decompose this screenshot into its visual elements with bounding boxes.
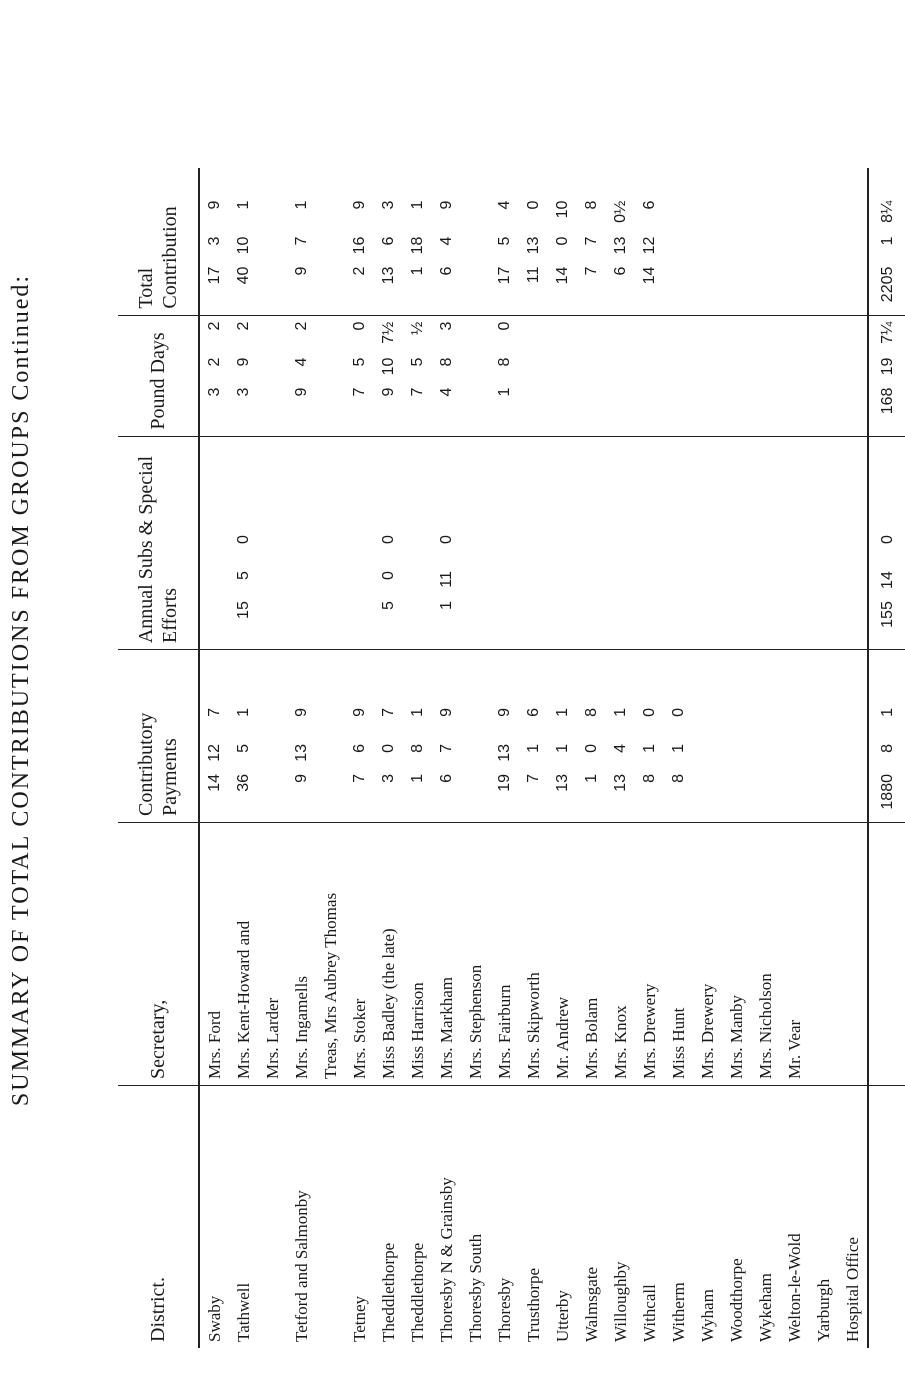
cell-pound [548, 315, 577, 436]
totals-annual: 155140 [868, 436, 905, 650]
cell-secretary [838, 823, 868, 1086]
cell-district [780, 1086, 809, 1349]
header-pound-days: Pound Days [118, 315, 199, 436]
district-name: Trusthorpe [524, 1268, 543, 1342]
cell-district [548, 1086, 577, 1349]
cell-pound: 750 [345, 315, 374, 436]
cell-secretary [403, 823, 432, 1086]
district-name: Swaby [205, 1295, 224, 1342]
secretary-name: Miss Badley (the late) [379, 928, 398, 1079]
district-name: Thoresby South [466, 1233, 485, 1342]
cell-secretary [780, 823, 809, 1086]
table-row [490, 168, 519, 1348]
cell-pound: 483 [432, 315, 461, 436]
cell-pound [693, 315, 722, 436]
table-row [606, 168, 635, 1348]
table-row [664, 168, 693, 1348]
district-name: Withcall [640, 1284, 659, 1342]
cell-annual [258, 436, 287, 650]
cell-annual [809, 436, 838, 650]
district-name: Utterby [553, 1290, 572, 1342]
cell-district [490, 1086, 519, 1349]
cell-pound: 322 [199, 315, 229, 436]
cell-total [693, 168, 722, 315]
table-row [199, 168, 229, 1348]
cell-secretary [722, 823, 751, 1086]
secretary-name: Mrs. Ingamells [292, 976, 311, 1079]
cell-district [635, 1086, 664, 1349]
secretary-name: Mrs. Manby [727, 994, 746, 1079]
table-row [403, 168, 432, 1348]
cell-annual [664, 436, 693, 650]
cell-total [751, 168, 780, 315]
cell-annual [635, 436, 664, 650]
secretary-name: Mrs. Kent-Howard and [234, 920, 253, 1079]
cell-total [809, 168, 838, 315]
cell-contrib [316, 650, 345, 823]
cell-contrib: 3651 [229, 650, 258, 823]
cell-secretary [345, 823, 374, 1086]
district-name: Willoughby [611, 1261, 630, 1342]
cell-contrib: 1311 [548, 650, 577, 823]
cell-contrib [780, 650, 809, 823]
secretary-name: Mrs. Larder [263, 997, 282, 1079]
cell-district [751, 1086, 780, 1349]
cell-district [606, 1086, 635, 1349]
cell-annual [316, 436, 345, 650]
district-name: Tetford and Salmonby [292, 1190, 311, 1342]
totals-total: 220518¼ [868, 168, 905, 315]
cell-contrib [838, 650, 868, 823]
cell-annual: 500 [374, 436, 403, 650]
cell-contrib: 769 [345, 650, 374, 823]
cell-annual [606, 436, 635, 650]
cell-district [258, 1086, 287, 1349]
cell-annual: 1110 [432, 436, 461, 650]
cell-total: 14010 [554, 200, 571, 285]
secretary-name: Treas, Mrs Aubrey Thomas [321, 892, 340, 1079]
cell-annual [838, 436, 868, 650]
cell-secretary [432, 823, 461, 1086]
cell-secretary [635, 823, 664, 1086]
table-row [229, 168, 258, 1348]
page-title: SUMMARY OF TOTAL CONTRIBUTIONS FROM GROUPS Continued: [8, 273, 34, 1107]
district-name: Wyham [698, 1289, 717, 1342]
header-total: Total Contribution [118, 168, 199, 315]
cell-secretary [258, 823, 287, 1086]
cell-district [461, 1086, 490, 1349]
totals-row [868, 168, 905, 1348]
cell-district [229, 1086, 258, 1349]
cell-contrib: 1341 [606, 650, 635, 823]
cell-pound [519, 315, 548, 436]
totals-secretary [868, 823, 905, 1086]
cell-annual [490, 436, 519, 650]
cell-contrib: 108 [577, 650, 606, 823]
cell-annual [287, 436, 316, 650]
cell-secretary [519, 823, 548, 1086]
district-name: Woodthorpe [727, 1258, 746, 1342]
cell-secretary [606, 823, 635, 1086]
table-row [316, 168, 345, 1348]
cell-annual [548, 436, 577, 650]
cell-secretary [693, 823, 722, 1086]
district-name: Wykeham [756, 1273, 775, 1342]
header-secretary: Secretary, [118, 823, 199, 1086]
district-name: Walmsgate [582, 1266, 601, 1342]
table-row [635, 168, 664, 1348]
district-name: Welton-le-Wold [785, 1233, 804, 1342]
cell-contrib [751, 650, 780, 823]
cell-total: 1754 [496, 200, 513, 285]
cell-annual [461, 436, 490, 650]
cell-contrib: 307 [374, 650, 403, 823]
secretary-name: Mrs. Stephenson [466, 964, 485, 1079]
table-row [722, 168, 751, 1348]
cell-total: 14126 [641, 200, 658, 285]
district-name: Witherm [669, 1282, 688, 1342]
cell-pound [461, 315, 490, 436]
cell-annual [403, 436, 432, 650]
cell-pound: 9107½ [374, 315, 403, 436]
district-name: Theddlethorpe [379, 1242, 398, 1342]
cell-annual [780, 436, 809, 650]
district-name: Yarburgh [814, 1278, 833, 1342]
cell-pound: 392 [229, 315, 258, 436]
cell-secretary [548, 823, 577, 1086]
cell-total [316, 168, 345, 315]
cell-contrib: 810 [635, 650, 664, 823]
cell-total [258, 168, 287, 315]
table-row [345, 168, 374, 1348]
secretary-name: Mrs. Knox [611, 1005, 630, 1079]
cell-secretary [287, 823, 316, 1086]
cell-annual [577, 436, 606, 650]
cell-total: 11130 [525, 200, 542, 284]
cell-secretary [316, 823, 345, 1086]
cell-district [345, 1086, 374, 1349]
cell-total: 1739 [206, 200, 223, 285]
cell-district [693, 1086, 722, 1349]
cell-total [722, 168, 751, 315]
cell-district [374, 1086, 403, 1349]
cell-pound [751, 315, 780, 436]
cell-secretary [809, 823, 838, 1086]
cell-district [403, 1086, 432, 1349]
cell-total [838, 168, 868, 315]
cell-pound [577, 315, 606, 436]
cell-district [199, 1086, 229, 1349]
cell-total: 40101 [235, 200, 252, 285]
header-annual: Annual Subs & Special Efforts [118, 436, 199, 650]
cell-contrib: 9139 [287, 650, 316, 823]
cell-annual [345, 436, 374, 650]
cell-pound [316, 315, 345, 436]
cell-secretary [374, 823, 403, 1086]
cell-secretary [199, 823, 229, 1086]
cell-annual [722, 436, 751, 650]
district-name: Thoresby N & Grainsby [437, 1177, 456, 1342]
cell-district [316, 1086, 345, 1349]
table-body [199, 168, 868, 1348]
cell-district [577, 1086, 606, 1349]
cell-district [722, 1086, 751, 1349]
cell-secretary [751, 823, 780, 1086]
cell-pound [606, 315, 635, 436]
header-contributory: Contributory Payments [118, 650, 199, 823]
cell-pound: 942 [287, 315, 316, 436]
cell-district [519, 1086, 548, 1349]
cell-district [664, 1086, 693, 1349]
district-name: Tathwell [234, 1282, 253, 1342]
table-row [838, 168, 868, 1348]
cell-district [838, 1086, 868, 1349]
table-row [287, 168, 316, 1348]
cell-contrib [722, 650, 751, 823]
cell-pound [809, 315, 838, 436]
table-row [577, 168, 606, 1348]
cell-district [287, 1086, 316, 1349]
cell-total [664, 168, 693, 315]
table-row [432, 168, 461, 1348]
cell-contrib: 19139 [490, 650, 519, 823]
cell-annual: 1550 [229, 436, 258, 650]
totals-contrib: 188081 [868, 650, 905, 823]
cell-contrib: 810 [664, 650, 693, 823]
cell-contrib: 679 [432, 650, 461, 823]
cell-total: 778 [583, 200, 600, 276]
cell-annual [693, 436, 722, 650]
cell-secretary [664, 823, 693, 1086]
secretary-name: Mrs. Ford [205, 1010, 224, 1079]
cell-total: 649 [438, 200, 455, 276]
district-name: Theddlethorpe [408, 1242, 427, 1342]
district-name: Thoresby [495, 1277, 514, 1342]
secretary-name: Mrs. Fairburn [495, 984, 514, 1079]
cell-total: 2169 [351, 200, 368, 276]
cell-secretary [461, 823, 490, 1086]
cell-annual [199, 436, 229, 650]
cell-contrib [693, 650, 722, 823]
cell-annual [519, 436, 548, 650]
cell-contrib: 716 [519, 650, 548, 823]
cell-total: 6130½ [612, 200, 629, 276]
cell-contrib: 181 [403, 650, 432, 823]
secretary-name: Mrs. Skipworth [524, 972, 543, 1079]
cell-contrib [461, 650, 490, 823]
secretary-name: Mrs. Stoker [350, 998, 369, 1079]
secretary-name: Miss Harrison [408, 982, 427, 1079]
table-row [548, 168, 577, 1348]
cell-secretary [490, 823, 519, 1086]
cell-pound [838, 315, 868, 436]
table-row [751, 168, 780, 1348]
cell-district [809, 1086, 838, 1349]
table-row [374, 168, 403, 1348]
cell-contrib [258, 650, 287, 823]
table-row [809, 168, 838, 1348]
cell-total [461, 168, 490, 315]
cell-contrib: 14127 [199, 650, 229, 823]
cell-pound: 75½ [403, 315, 432, 436]
table-row [461, 168, 490, 1348]
cell-pound [664, 315, 693, 436]
cell-pound [780, 315, 809, 436]
totals-pound: 168197¼ [868, 315, 905, 436]
table-row [519, 168, 548, 1348]
district-name: Hospital Office [843, 1237, 862, 1342]
cell-total: 1181 [409, 200, 426, 276]
secretary-name: Mrs. Drewery [698, 983, 717, 1079]
cell-pound [258, 315, 287, 436]
cell-pound: 180 [490, 315, 519, 436]
cell-secretary [229, 823, 258, 1086]
contributions-table [118, 168, 905, 1348]
cell-contrib [809, 650, 838, 823]
secretary-name: Miss Hunt [669, 1007, 688, 1079]
table-row [780, 168, 809, 1348]
secretary-name: Mr. Vear [785, 1019, 804, 1079]
cell-pound [635, 315, 664, 436]
cell-annual [751, 436, 780, 650]
secretary-name: Mrs. Drewery [640, 983, 659, 1079]
secretary-name: Mrs. Markham [437, 977, 456, 1079]
totals-district [868, 1086, 905, 1349]
cell-district [432, 1086, 461, 1349]
cell-total: 1363 [380, 200, 397, 285]
cell-total [780, 168, 809, 315]
header-district: District. [118, 1086, 199, 1349]
cell-total: 971 [293, 200, 310, 276]
table-row [258, 168, 287, 1348]
district-name: Tetney [350, 1295, 369, 1342]
table-row [693, 168, 722, 1348]
header-row [118, 168, 199, 1348]
secretary-name: Mr. Andrew [553, 996, 572, 1079]
cell-secretary [577, 823, 606, 1086]
secretary-name: Mrs. Bolam [582, 997, 601, 1079]
cell-pound [722, 315, 751, 436]
secretary-name: Mrs. Nicholson [756, 973, 775, 1079]
